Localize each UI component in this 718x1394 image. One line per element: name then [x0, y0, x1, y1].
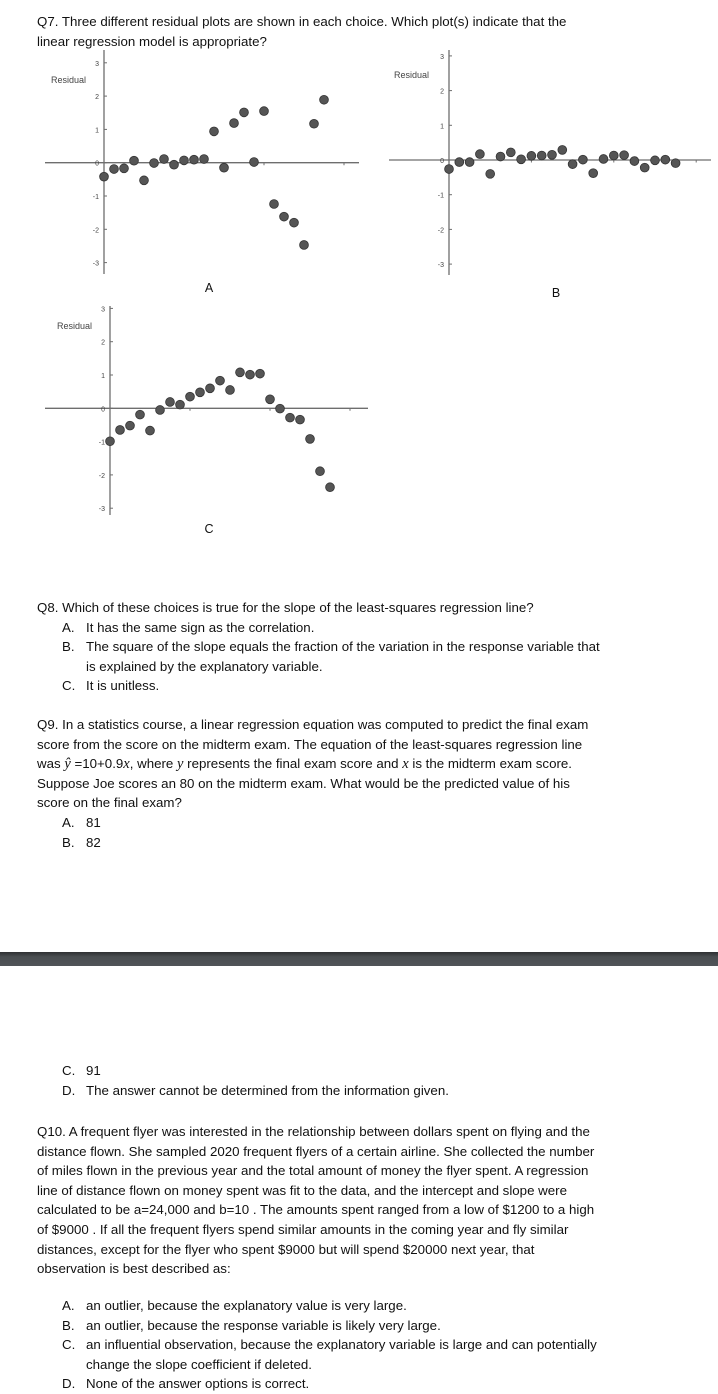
y-symbol: y: [177, 756, 184, 773]
q10-option-c: [37, 1335, 597, 1355]
data-point: [630, 157, 639, 166]
data-point: [296, 415, 305, 424]
q9-line: Q9. In a statistics course, a linear regression equation was computed to predict the final exam: [37, 717, 589, 732]
data-point: [651, 156, 660, 165]
data-point: [316, 467, 325, 476]
data-point: [517, 155, 526, 164]
text: =10+0.9: [70, 756, 124, 772]
q8-option-c: [37, 676, 534, 696]
data-point: [506, 148, 515, 157]
q10-line: of miles flown in the previous year and the total amount of money the flyer spent. A regression: [37, 1163, 589, 1179]
q9-equation-line: [37, 754, 588, 774]
q7-line: linear regression model is appropriate?: [37, 33, 267, 49]
data-point: [310, 119, 319, 128]
q7-line: Q7. Three different residual plots are shown in each choice. Which plot(s) indicate that the: [37, 14, 567, 29]
option-text: It has the same sign as the correlation.: [86, 619, 315, 635]
data-point: [100, 172, 109, 181]
y-tick-label: 2: [95, 94, 99, 102]
data-point: [136, 410, 145, 419]
q8-question: [37, 598, 600, 696]
page-break-bar: [0, 952, 718, 966]
q9-option-a: [37, 813, 588, 833]
option-letter: A.: [62, 619, 75, 635]
option-text: change the slope coefficient if deleted.: [86, 1356, 312, 1372]
data-point: [140, 176, 149, 185]
option-text: None of the answer options is correct.: [86, 1376, 310, 1392]
data-point: [210, 127, 219, 136]
text: , where: [129, 756, 178, 772]
data-point: [496, 152, 505, 161]
data-point: [300, 241, 309, 250]
q10-line: line of distance flown on money spent was fit to the data, and the intercept and slope were: [37, 1182, 567, 1198]
y-tick-label: -3: [92, 260, 99, 268]
data-point: [568, 160, 577, 169]
data-point: [156, 406, 165, 415]
option-text: is explained by the explanatory variable.: [86, 658, 323, 674]
data-point: [290, 218, 299, 227]
y-tick-label: 1: [95, 127, 99, 135]
data-point: [326, 483, 335, 492]
q10-question: [37, 1122, 594, 1279]
q9-question: [37, 715, 588, 852]
q8-option-b-cont: [37, 657, 534, 677]
q10-option-a: [37, 1296, 407, 1316]
data-point: [160, 155, 169, 164]
plot-title: B: [551, 286, 561, 300]
q9-line: score on the final exam?: [37, 795, 182, 811]
data-point: [455, 158, 464, 167]
q9-option-b: [37, 833, 588, 853]
x-symbol: x: [402, 756, 409, 773]
data-point: [548, 150, 557, 159]
data-point: [266, 395, 275, 404]
option-letter: B.: [62, 834, 75, 850]
y-tick-label: 0: [95, 160, 99, 168]
data-point: [589, 169, 598, 178]
option-text: It is unitless.: [86, 678, 160, 694]
data-point: [110, 165, 119, 174]
q10-line: distance flown. She sampled 2020 frequent flyers of a certain airline. She collected the number: [37, 1143, 595, 1159]
data-point: [640, 163, 649, 172]
y-tick-label: 0: [440, 158, 444, 165]
data-point: [620, 151, 629, 160]
q8-option-b: [37, 637, 600, 657]
y-tick-label: 3: [440, 53, 444, 61]
y-tick-label: -2: [437, 227, 444, 235]
data-point: [240, 108, 249, 117]
text: is the midterm exam score.: [408, 756, 572, 772]
option-letter: A.: [62, 814, 75, 830]
data-point: [661, 155, 670, 164]
q9-line: score from the score on the midterm exam. The equation of the least-squares regression line: [37, 736, 583, 752]
y-axis-label: Residual: [51, 75, 87, 85]
option-letter: C.: [62, 1337, 76, 1353]
residual-plots: [0, 0, 718, 560]
data-point: [196, 388, 205, 397]
option-text: 82: [86, 834, 101, 850]
y-tick-label: -2: [92, 227, 99, 235]
data-point: [445, 165, 454, 174]
data-point: [320, 95, 329, 104]
data-point: [280, 212, 289, 221]
data-point: [465, 158, 474, 167]
y-tick-label: -3: [437, 262, 444, 270]
data-point: [106, 437, 115, 446]
y-tick-label: -1: [92, 194, 99, 201]
q10-option-c-cont: [37, 1355, 312, 1375]
option-letter: C.: [62, 1063, 76, 1078]
y-tick-label: -3: [98, 506, 105, 514]
option-text: 81: [86, 814, 101, 830]
q10-line: calculated to be a=24,000 and b=10 . The amounts spent ranged from a low of $1200 to a high: [37, 1202, 595, 1218]
y-tick-label: 1: [440, 123, 444, 131]
data-point: [126, 421, 135, 430]
data-point: [246, 370, 255, 379]
data-point: [250, 158, 259, 167]
option-text: 91: [86, 1063, 101, 1078]
data-point: [200, 155, 209, 164]
data-point: [186, 392, 195, 401]
q9-option-d: [37, 1081, 449, 1101]
option-text: an influential observation, because the explanatory variable is large and can potentially: [86, 1337, 597, 1353]
data-point: [130, 156, 139, 165]
option-text: an outlier, because the explanatory value is very large.: [86, 1298, 407, 1313]
q9-line: Suppose Joe scores an 80 on the midterm exam. What would be the predicted value of his: [37, 775, 570, 791]
q10-line: Q10. A frequent flyer was interested in the relationship between dollars spent on flying and the: [37, 1124, 590, 1139]
q10-option-b: [37, 1316, 441, 1336]
data-point: [558, 146, 567, 155]
option-letter: A.: [62, 1298, 75, 1313]
data-point: [260, 107, 269, 116]
q10-line: of $9000 . If all the frequent flyers spend similar amounts in the coming year and fly similar: [37, 1221, 569, 1237]
data-point: [226, 386, 235, 395]
option-text: The answer cannot be determined from the information given.: [86, 1082, 449, 1098]
option-letter: B.: [62, 639, 75, 655]
data-point: [176, 400, 185, 409]
y-axis-label: Residual: [394, 70, 430, 80]
y-tick-label: -1: [437, 192, 444, 200]
data-point: [599, 155, 608, 164]
q10-line: distances, except for the flyer who spent $9000 but will spend $20000 next year, that: [37, 1241, 535, 1257]
option-text: an outlier, because the response variable is likely very large.: [86, 1317, 441, 1333]
data-point: [206, 384, 215, 393]
data-point: [236, 368, 245, 377]
text: represents the final exam score and: [183, 756, 403, 772]
data-point: [486, 169, 495, 178]
text: was: [37, 756, 65, 772]
y-hat-symbol: ŷ: [64, 756, 71, 773]
data-point: [306, 435, 315, 444]
option-letter: B.: [62, 1317, 75, 1333]
plot-title: A: [204, 281, 214, 295]
y-tick-label: 2: [101, 339, 105, 347]
y-axis-label: Residual: [57, 321, 93, 331]
data-point: [609, 151, 618, 160]
data-point: [537, 151, 546, 160]
option-letter: D.: [62, 1082, 76, 1098]
data-point: [476, 150, 485, 159]
data-point: [579, 155, 588, 164]
x-symbol: x: [123, 756, 130, 773]
y-tick-label: 2: [440, 88, 444, 96]
data-point: [256, 369, 265, 378]
data-point: [166, 398, 175, 407]
option-text: The square of the slope equals the fraction of the variation in the response variable that: [86, 639, 600, 655]
q9-question-cont: [37, 1061, 449, 1100]
data-point: [120, 164, 129, 173]
y-tick-label: -2: [98, 472, 105, 480]
data-point: [270, 200, 279, 209]
data-point: [146, 426, 155, 435]
data-point: [216, 376, 225, 385]
data-point: [527, 151, 536, 160]
q10-options: [37, 1296, 597, 1394]
data-point: [180, 156, 189, 165]
q10-line: observation is best described as:: [37, 1261, 231, 1277]
option-letter: D.: [62, 1376, 76, 1392]
data-point: [150, 159, 159, 168]
data-point: [276, 404, 285, 413]
data-point: [190, 155, 199, 164]
y-tick-label: 3: [101, 306, 105, 314]
data-point: [671, 159, 680, 168]
option-letter: C.: [62, 678, 76, 694]
data-point: [116, 426, 125, 435]
plot-title: C: [204, 522, 214, 536]
q9-option-c: [37, 1061, 101, 1081]
y-tick-label: -1: [98, 439, 105, 447]
data-point: [286, 413, 295, 422]
data-point: [220, 163, 229, 172]
y-tick-label: 3: [95, 60, 99, 68]
data-point: [230, 119, 239, 128]
q8-line: Q8. Which of these choices is true for the slope of the least-squares regression line?: [37, 600, 534, 615]
data-point: [170, 160, 179, 169]
q10-option-d: [37, 1374, 310, 1394]
y-tick-label: 0: [101, 406, 105, 414]
q8-option-a: [37, 618, 534, 638]
y-tick-label: 1: [101, 373, 105, 380]
